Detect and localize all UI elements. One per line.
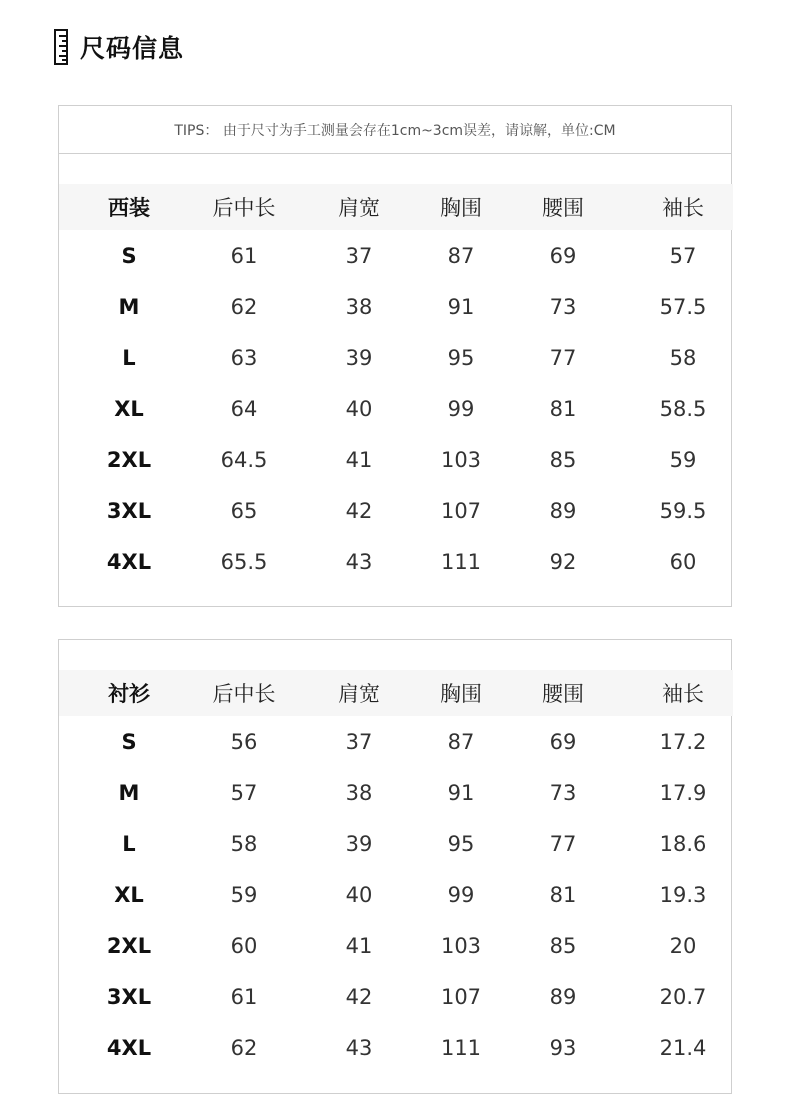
size-label: S <box>121 243 137 268</box>
garment-label: 衬衫 <box>108 682 150 706</box>
measurement-cell: 93 <box>549 1035 577 1060</box>
size-label: 2XL <box>106 933 152 958</box>
measurement-cell: 89 <box>549 984 577 1009</box>
measurement-cell: 17.9 <box>659 780 707 805</box>
size-label: M <box>118 780 140 805</box>
column-header: 肩宽 <box>338 682 380 706</box>
measurement-cell: 59 <box>669 447 697 472</box>
page-title: 尺码信息 <box>80 34 185 63</box>
measurement-cell: 69 <box>549 729 577 754</box>
size-label: 4XL <box>106 549 152 574</box>
measurement-cell: 18.6 <box>659 831 707 856</box>
measurement-cell: 41 <box>345 447 373 472</box>
measurement-cell: 81 <box>549 882 577 907</box>
measurement-cell: 61 <box>230 243 258 268</box>
size-label: M <box>118 294 140 319</box>
measurement-cell: 65 <box>230 498 258 523</box>
tips-text: TIPS： 由于尺寸为手工测量会存在1cm~3cm误差，请谅解，单位:CM <box>59 106 731 154</box>
measurement-cell: 111 <box>440 549 482 574</box>
measurement-cell: 20.7 <box>659 984 707 1009</box>
size-label: XL <box>114 882 144 907</box>
table-row <box>59 869 733 920</box>
measurement-cell: 73 <box>549 294 577 319</box>
size-label: XL <box>114 396 144 421</box>
measurement-cell: 60 <box>669 549 697 574</box>
measurement-cell: 87 <box>447 243 475 268</box>
measurement-cell: 92 <box>549 549 577 574</box>
ruler-icon <box>54 29 68 65</box>
measurement-cell: 107 <box>440 984 482 1009</box>
size-label: L <box>122 831 136 856</box>
measurement-cell: 57.5 <box>659 294 707 319</box>
column-header: 腰围 <box>542 682 584 706</box>
measurement-cell: 20 <box>669 933 697 958</box>
measurement-cell: 107 <box>440 498 482 523</box>
size-label: S <box>121 729 137 754</box>
measurement-cell: 77 <box>549 831 577 856</box>
column-header: 袖长 <box>662 682 704 706</box>
measurement-cell: 89 <box>549 498 577 523</box>
measurement-cell: 58 <box>669 345 697 370</box>
measurement-cell: 19.3 <box>659 882 707 907</box>
table-row <box>59 971 733 1022</box>
measurement-cell: 42 <box>345 984 373 1009</box>
table-row <box>59 434 733 485</box>
measurement-cell: 95 <box>447 345 475 370</box>
measurement-cell: 60 <box>230 933 258 958</box>
measurement-cell: 62 <box>230 1035 258 1060</box>
measurement-cell: 42 <box>345 498 373 523</box>
column-header: 胸围 <box>440 196 482 220</box>
measurement-cell: 56 <box>230 729 258 754</box>
table-row <box>59 1022 733 1073</box>
measurement-cell: 41 <box>345 933 373 958</box>
column-header: 腰围 <box>542 196 584 220</box>
column-header: 袖长 <box>662 196 704 220</box>
measurement-cell: 103 <box>440 933 482 958</box>
size-label: 4XL <box>106 1035 152 1060</box>
measurement-cell: 43 <box>345 1035 373 1060</box>
measurement-cell: 40 <box>345 396 373 421</box>
measurement-cell: 64.5 <box>220 447 268 472</box>
column-header: 后中长 <box>212 682 276 706</box>
suit-size-table <box>59 184 733 587</box>
table-row <box>59 281 733 332</box>
table-row <box>59 536 733 587</box>
measurement-cell: 21.4 <box>659 1035 707 1060</box>
table-row <box>59 485 733 536</box>
measurement-cell: 99 <box>447 882 475 907</box>
table-row <box>59 230 733 281</box>
measurement-cell: 57 <box>230 780 258 805</box>
measurement-cell: 43 <box>345 549 373 574</box>
suit-size-card <box>58 105 732 607</box>
measurement-cell: 37 <box>345 243 373 268</box>
shirt-size-table <box>59 670 733 1073</box>
garment-label: 西装 <box>108 196 150 220</box>
measurement-cell: 38 <box>345 294 373 319</box>
table-row <box>59 332 733 383</box>
measurement-cell: 38 <box>345 780 373 805</box>
measurement-cell: 61 <box>230 984 258 1009</box>
table-row <box>59 920 733 971</box>
suit-header-row <box>59 184 733 230</box>
measurement-cell: 95 <box>447 831 475 856</box>
measurement-cell: 39 <box>345 345 373 370</box>
column-header: 肩宽 <box>338 196 380 220</box>
shirt-header-row <box>59 670 733 716</box>
measurement-cell: 69 <box>549 243 577 268</box>
measurement-cell: 39 <box>345 831 373 856</box>
measurement-cell: 65.5 <box>220 549 268 574</box>
table-row <box>59 818 733 869</box>
measurement-cell: 103 <box>440 447 482 472</box>
measurement-cell: 58.5 <box>659 396 707 421</box>
table-row <box>59 383 733 434</box>
table-row <box>59 767 733 818</box>
measurement-cell: 58 <box>230 831 258 856</box>
measurement-cell: 111 <box>440 1035 482 1060</box>
table-row <box>59 716 733 767</box>
measurement-cell: 63 <box>230 345 258 370</box>
size-label: L <box>122 345 136 370</box>
measurement-cell: 73 <box>549 780 577 805</box>
measurement-cell: 59.5 <box>659 498 707 523</box>
column-header: 后中长 <box>212 196 276 220</box>
measurement-cell: 62 <box>230 294 258 319</box>
measurement-cell: 64 <box>230 396 258 421</box>
measurement-cell: 99 <box>447 396 475 421</box>
column-header: 胸围 <box>440 682 482 706</box>
measurement-cell: 40 <box>345 882 373 907</box>
shirt-size-card <box>58 639 732 1094</box>
measurement-cell: 91 <box>447 780 475 805</box>
size-label: 2XL <box>106 447 152 472</box>
measurement-cell: 87 <box>447 729 475 754</box>
size-label: 3XL <box>106 498 152 523</box>
measurement-cell: 37 <box>345 729 373 754</box>
measurement-cell: 85 <box>549 447 577 472</box>
measurement-cell: 85 <box>549 933 577 958</box>
measurement-cell: 59 <box>230 882 258 907</box>
measurement-cell: 57 <box>669 243 697 268</box>
measurement-cell: 17.2 <box>659 729 707 754</box>
size-label: 3XL <box>106 984 152 1009</box>
page-header <box>54 28 184 66</box>
measurement-cell: 77 <box>549 345 577 370</box>
measurement-cell: 81 <box>549 396 577 421</box>
measurement-cell: 91 <box>447 294 475 319</box>
